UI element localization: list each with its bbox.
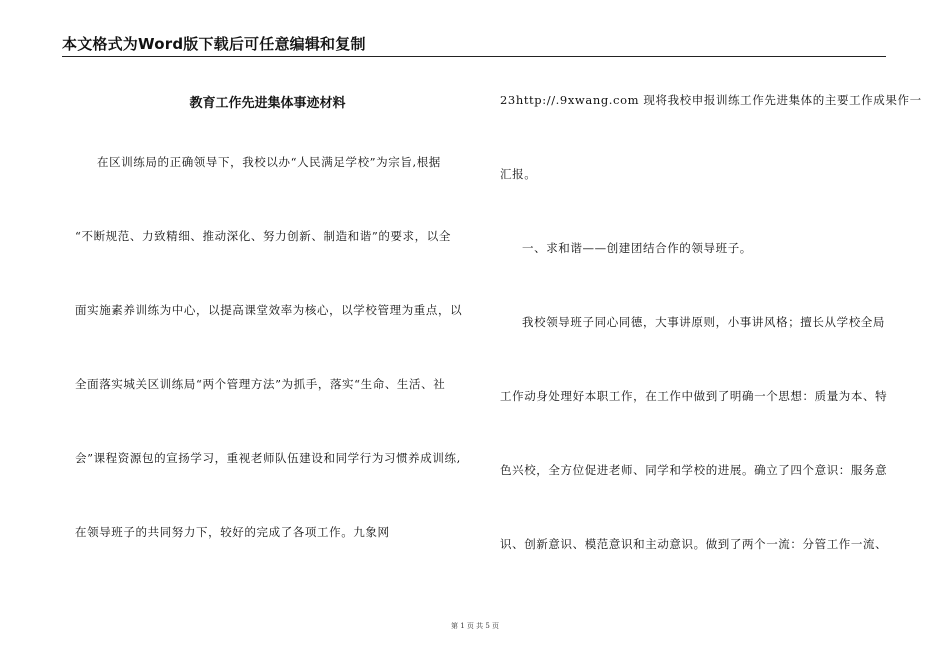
body-line: 识、创新意识、模范意识和主动意识。做到了两个一流：分管工作一流、 xyxy=(500,537,888,551)
body-line: 工作动身处理好本职工作，在工作中做到了明确一个思想：质量为本、特 xyxy=(500,389,888,403)
body-line: 会”课程资源包的宣扬学习，重视老师队伍建设和同学行为习惯养成训练, xyxy=(75,451,461,465)
body-line: 全面落实城关区训练局“两个管理方法”为抓手，落实“生命、生活、社 xyxy=(75,377,446,391)
banner-text: 本文格式为Word版下载后可任意编辑和复制 xyxy=(62,35,366,53)
body-line: “不断规范、力致精细、推动深化、努力创新、制造和谐”的要求，以全 xyxy=(75,229,451,243)
body-line: 在区训练局的正确领导下，我校以办“人民满足学校”为宗旨,根据 xyxy=(97,155,441,169)
body-line: 汇报。 xyxy=(500,167,537,181)
document-title: 教育工作先进集体事迹材料 xyxy=(189,96,346,111)
body-line: 我校领导班子同心同德，大事讲原则，小事讲风格；擅长从学校全局 xyxy=(522,315,885,329)
body-line: 色兴校，全方位促进老师、同学和学校的进展。确立了四个意识：服务意 xyxy=(500,463,888,477)
section-heading: 一、求和谐——创建团结合作的领导班子。 xyxy=(522,241,752,255)
header-banner xyxy=(62,34,886,57)
body-line: 23http://.9xwang.com 现将我校申报训练工作先进集体的主要工作成果作一 xyxy=(500,93,922,107)
body-line: 在领导班子的共同努力下，较好的完成了各项工作。九象网 xyxy=(75,525,390,539)
page-number: 第 1 页 共 5 页 xyxy=(450,622,500,630)
body-line: 面实施素养训练为中心，以提高课堂效率为核心，以学校管理为重点，以 xyxy=(75,303,463,317)
